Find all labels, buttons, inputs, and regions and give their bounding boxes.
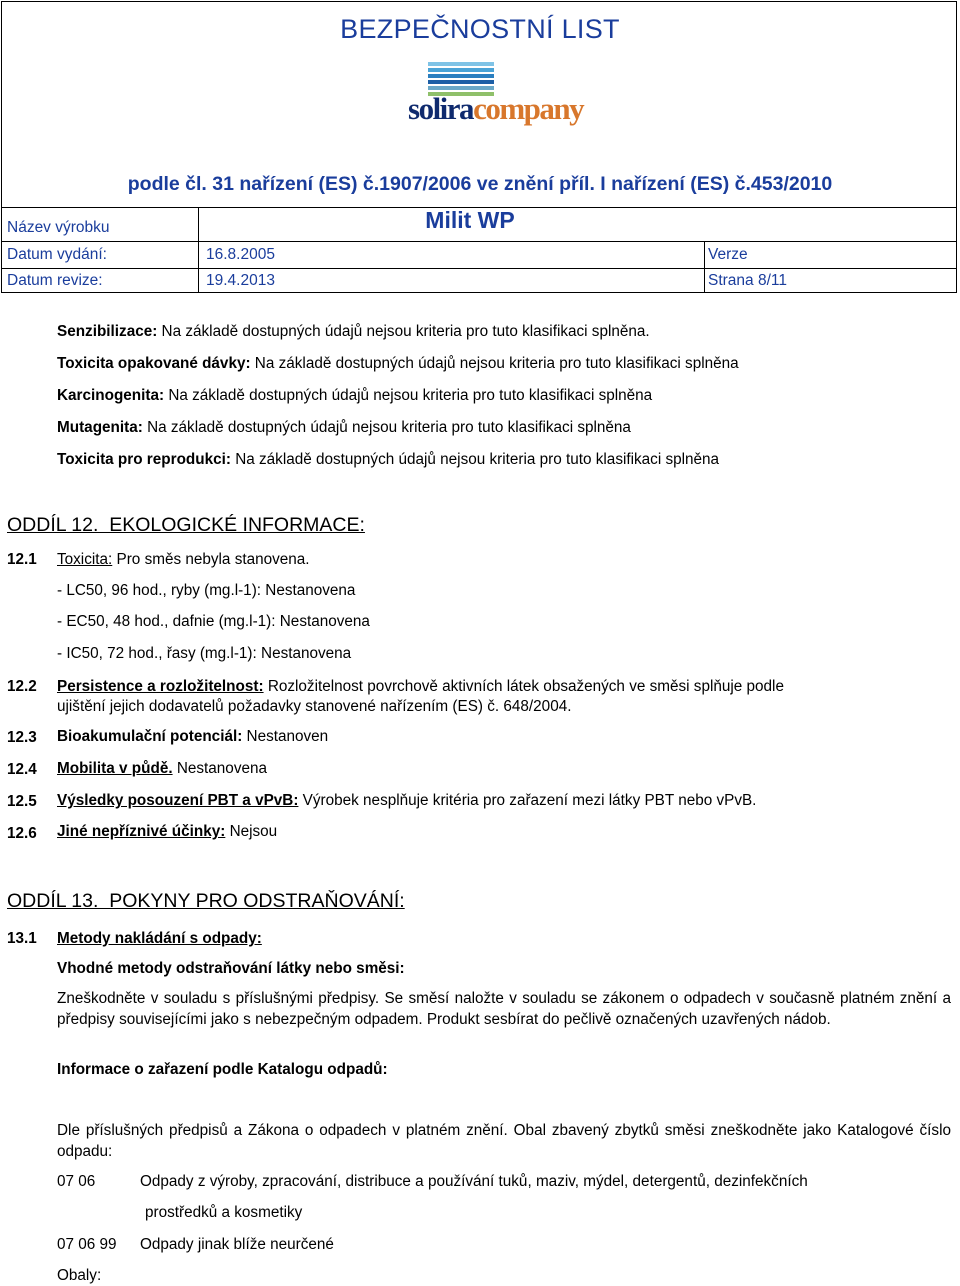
product-label: Název výrobku: [7, 219, 110, 236]
section-number: 12.2: [7, 678, 37, 695]
waste-code-description: Odpady z výroby, zpracování, distribuce a používání tuků, maziv, mýdel, detergentů, dezinfekčních: [140, 1173, 808, 1190]
regulation-paragraph: Dle příslušných předpisů a Zákona o odpadech v platném znění. Obal zbavený zbytků směsi zneškodněte jako Katalogové číslo odpadu:: [57, 1122, 951, 1160]
logo-text-part2: company: [473, 91, 584, 126]
section-12-title: ODDÍL 12. EKOLOGICKÉ INFORMACE:: [7, 514, 365, 536]
toxicity-item: - LC50, 96 hod., ryby (mg.l-1): Nestanovena: [57, 582, 356, 599]
section-number: 13.1: [7, 930, 37, 947]
version-label: Verze: [708, 246, 748, 263]
company-logo: [408, 91, 584, 126]
waste-methods-heading: Metody nakládání s odpady:: [57, 930, 262, 947]
section-number: 12.1: [7, 551, 37, 568]
logo-text-part1: solira: [408, 91, 474, 126]
section-number: 12.6: [7, 825, 37, 842]
section-13-title: ODDÍL 13. POKYNY PRO ODSTRAŇOVÁNÍ:: [7, 890, 405, 912]
waste-code-description-continued: prostředků a kosmetiky: [145, 1204, 303, 1221]
section-number: 12.4: [7, 761, 37, 778]
other-effects-line: Jiné nepříznivé účinky: Nejsou: [57, 823, 278, 840]
disposal-paragraph: Zneškodněte v souladu s příslušnými předpisy. Se směsí naložte v souladu se zákonem o odpadech v současně platném znění a předpisy souvisejícími jako s nebezpečným odpadem. Produkt sesbírat do pečlivě označených uzavřených nádob.: [57, 990, 951, 1028]
waste-code-description: Odpady jinak blíže neurčené: [140, 1236, 334, 1253]
bioaccumulation-line: Bioakumulační potenciál: Nestanoven: [57, 728, 329, 745]
issue-date-label: Datum vydání:: [7, 246, 107, 263]
product-name: Milit WP: [425, 207, 515, 233]
page-number: Strana 8/11: [708, 272, 787, 289]
mobility-line: Mobilita v půdě. Nestanovena: [57, 760, 267, 777]
section-number: 12.3: [7, 729, 37, 746]
persistence-line: Persistence a rozložitelnost: Rozložitelnost povrchově aktivních látek obsažených ve směsi splňuje podle: [57, 678, 784, 695]
header-column-divider: [198, 207, 199, 293]
persistence-line-continued: ujištění jejich dodavatelů požadavky stanovené nařízením (ES) č. 648/2004.: [57, 698, 572, 715]
header-divider: [1, 268, 957, 269]
regulation-reference: podle čl. 31 nařízení (ES) č.1907/2006 ve znění příl. I nařízení (ES) č.453/2010: [127, 173, 833, 195]
catalog-heading: Informace o zařazení podle Katalogu odpadů:: [57, 1061, 388, 1078]
tox-line-sensitization: Senzibilizace: Na základě dostupných údajů nejsou kriteria pro tuto klasifikaci splněna.: [57, 323, 650, 340]
header-column-divider: [704, 241, 705, 293]
waste-code: 07 06: [57, 1173, 96, 1190]
packaging-label: Obaly:: [57, 1267, 102, 1284]
document-title: BEZPEČNOSTNÍ LIST: [340, 14, 620, 44]
pbt-line: Výsledky posouzení PBT a vPvB: Výrobek nesplňuje kritéria pro zařazení mezi látky PBT nebo vPvB.: [57, 792, 757, 809]
issue-date: 16.8.2005: [206, 246, 275, 263]
toxicity-item: - EC50, 48 hod., dafnie (mg.l-1): Nestanovena: [57, 613, 370, 630]
revision-date-label: Datum revize:: [7, 272, 103, 289]
revision-date: 19.4.2013: [206, 272, 275, 289]
tox-line-repeated-dose: Toxicita opakované dávky: Na základě dostupných údajů nejsou kriteria pro tuto klasifikaci splněna: [57, 355, 739, 372]
header-divider: [1, 241, 957, 242]
tox-line-reproduction: Toxicita pro reprodukci: Na základě dostupných údajů nejsou kriteria pro tuto klasifikaci splněna: [57, 451, 720, 468]
disposal-subheading: Vhodné metody odstraňování látky nebo směsi:: [57, 960, 405, 977]
tox-line-mutagenicity: Mutagenita: Na základě dostupných údajů nejsou kriteria pro tuto klasifikaci splněna: [57, 419, 631, 436]
section-number: 12.5: [7, 793, 37, 810]
toxicity-item: - IC50, 72 hod., řasy (mg.l-1): Nestanovena: [57, 645, 352, 662]
tox-line-carcinogenicity: Karcinogenita: Na základě dostupných údajů nejsou kriteria pro tuto klasifikaci splněna: [57, 387, 653, 404]
toxicity-line: Toxicita: Pro směs nebyla stanovena.: [57, 551, 310, 568]
waste-code: 07 06 99: [57, 1236, 117, 1253]
